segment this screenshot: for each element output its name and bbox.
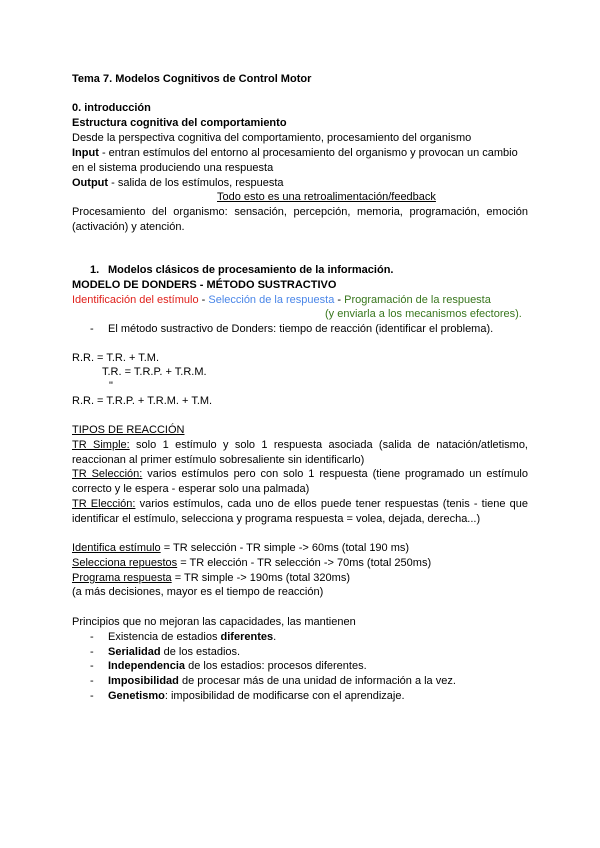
bullet-dash: - xyxy=(90,660,94,672)
tr-eleccion-text: varios estímulos, cada uno de ellos puede tener respuestas (tenis - tiene que xyxy=(135,498,528,510)
tr-seleccion-text: varios estímulos pero con solo 1 respuesta (tiene programado un estímulo xyxy=(142,468,528,480)
section1-number: 1. xyxy=(90,264,100,276)
section1-heading: Modelos clásicos de procesamiento de la información. xyxy=(108,264,394,276)
bullet-dash: - xyxy=(90,690,94,702)
principio-bold: Genetismo xyxy=(108,690,165,702)
stage-selection: Selección de la respuesta xyxy=(208,294,335,306)
tiempo-selecciona-label: Selecciona repuestos xyxy=(72,557,178,569)
stage-programming-cont: (y enviarla a los mecanismos efectores). xyxy=(325,308,522,320)
principio-bold: Independencia xyxy=(108,660,186,672)
tr-eleccion-line-1 xyxy=(72,497,528,511)
tipos-heading: TIPOS DE REACCIÓN xyxy=(72,424,185,436)
donders-stages xyxy=(72,293,491,307)
tr-simple-line-1 xyxy=(72,438,528,452)
input-text: - entran estímulos del entorno al procesamiento del organismo y provocan un cambio xyxy=(98,147,518,159)
intro-line: Desde la perspectiva cognitiva del comportamiento, procesamiento del organismo xyxy=(72,132,472,144)
equation-1: R.R. = T.R. + T.M. xyxy=(72,352,160,364)
tiempo-selecciona-text: = TR elección - TR selección -> 70ms (total 250ms) xyxy=(177,557,432,569)
stage-sep-1: - xyxy=(198,294,209,306)
stage-sep-2: - xyxy=(334,294,345,306)
stage-identification: Identificación del estímulo xyxy=(72,294,199,306)
tr-simple-label: TR Simple: xyxy=(72,439,130,451)
intro-heading: 0. introducción xyxy=(72,102,151,114)
tiempo-programa xyxy=(72,571,350,585)
document-title: Tema 7. Modelos Cognitivos de Control Motor xyxy=(72,73,312,85)
tr-simple-line-2: reaccionan al primer estímulo sobresaliente sin identificarlo) xyxy=(72,454,365,466)
output-label: Output xyxy=(72,177,109,189)
input-label: Input xyxy=(72,147,99,159)
tiempo-programa-label: Programa respuesta xyxy=(72,572,172,584)
principio-post: : imposibilidad de modificarse con el aprendizaje. xyxy=(164,690,405,702)
tr-eleccion-label: TR Elección: xyxy=(72,498,136,510)
stage-programming: Programación de la respuesta xyxy=(344,294,491,306)
tr-seleccion-line-1 xyxy=(72,467,528,481)
principio-post: de los estadios: procesos diferentes. xyxy=(185,660,367,672)
tr-seleccion-line-2: correcto y le espera - esperar solo una palmada) xyxy=(72,483,310,495)
donders-bullet-text: El método sustractivo de Donders: tiempo de reacción (identificar el problema). xyxy=(108,323,494,335)
tr-simple-text: solo 1 estímulo y solo 1 respuesta asociada (salida de natación/atletismo, xyxy=(129,439,528,451)
tiempo-identifica-label: Identifica estímulo xyxy=(72,542,161,554)
bullet-dash: - xyxy=(90,323,94,335)
principio-bold: Serialidad xyxy=(108,646,161,658)
feedback-line: Todo esto es una retroalimentación/feedback xyxy=(217,191,436,203)
tiempo-selecciona xyxy=(72,556,431,570)
principio-bold: diferentes xyxy=(220,631,274,643)
donders-model-heading: MODELO DE DONDERS - MÉTODO SUSTRACTIVO xyxy=(72,279,337,291)
processing-line-1: Procesamiento del organismo: sensación, percepción, memoria, programación, emoción xyxy=(72,206,528,218)
principio-post: de los estadios. xyxy=(160,646,241,658)
processing-line-2: (activación) y atención. xyxy=(72,221,185,233)
input-line-1 xyxy=(72,146,518,160)
equation-4: R.R. = T.R.P. + T.R.M. + T.M. xyxy=(72,395,213,407)
intro-subheading: Estructura cognitiva del comportamiento xyxy=(72,117,287,129)
equation-2: T.R. = T.R.P. + T.R.M. xyxy=(102,366,207,378)
bullet-dash: - xyxy=(90,646,94,658)
principio-pre: Existencia de estadios xyxy=(108,631,221,643)
tiempo-note: (a más decisiones, mayor es el tiempo de reacción) xyxy=(72,586,324,598)
principio-post: de procesar más de una unidad de información a la vez. xyxy=(178,675,456,687)
output-text: - salida de los estímulos, respuesta xyxy=(108,177,284,189)
tiempo-identifica xyxy=(72,541,409,555)
tr-eleccion-line-2: identificar el estímulo, selecciona y programa respuesta = volea, dejada, derecha...) xyxy=(72,513,481,525)
tiempo-programa-text: = TR simple -> 190ms (total 320ms) xyxy=(171,572,350,584)
bullet-dash: - xyxy=(90,675,94,687)
bullet-dash: - xyxy=(90,631,94,643)
principio-post: . xyxy=(273,631,277,643)
principio-bold: Imposibilidad xyxy=(108,675,179,687)
equation-ditto: " xyxy=(109,380,113,392)
tr-seleccion-label: TR Selección: xyxy=(72,468,143,480)
input-line-2: en el sistema produciendo una respuesta xyxy=(72,162,274,174)
principios-intro: Principios que no mejoran las capacidades, las mantienen xyxy=(72,616,356,628)
output-line xyxy=(72,176,284,190)
tiempo-identifica-text: = TR selección - TR simple -> 60ms (total 190 ms) xyxy=(160,542,410,554)
